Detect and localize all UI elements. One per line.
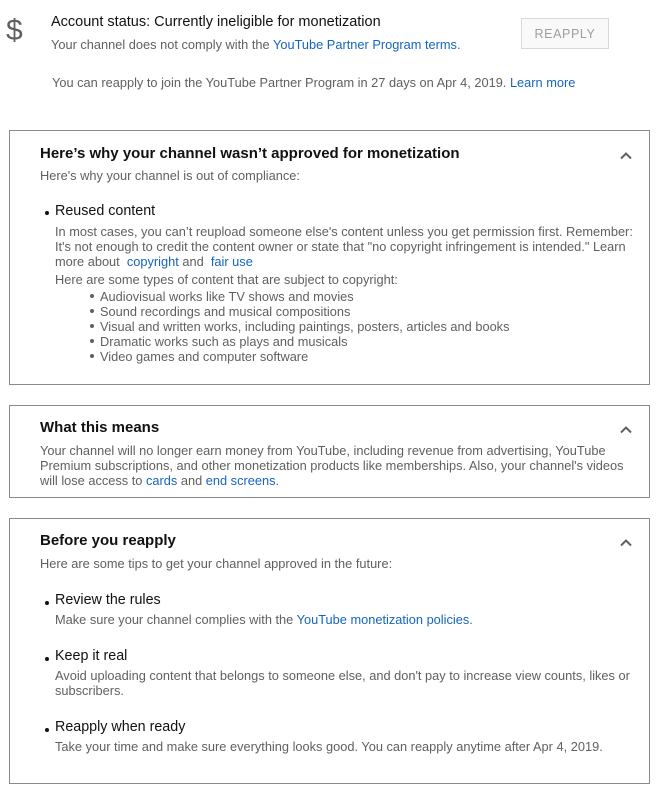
collapse-chevron-up-icon[interactable] xyxy=(617,534,635,552)
why-not-approved-card xyxy=(9,130,650,385)
and-text: and xyxy=(182,254,204,269)
list-item: Sound recordings and musical compositions xyxy=(100,304,351,319)
period: . xyxy=(469,612,473,627)
means-line-2: Premium subscriptions, and other monetization products like memberships. Also, your channel's videos xyxy=(40,458,624,473)
card-title-before: Before you reapply xyxy=(40,532,176,549)
reused-content-paragraph xyxy=(55,224,633,269)
status-sub-period: . xyxy=(456,37,461,52)
and-text: and xyxy=(180,473,203,488)
means-paragraph xyxy=(40,443,624,488)
account-status-subtitle xyxy=(51,37,461,52)
bullet-dot xyxy=(45,601,49,605)
list-item: Audiovisual works like TV shows and movies xyxy=(100,289,354,304)
bullet-dot xyxy=(45,211,49,215)
card-title-means: What this means xyxy=(40,419,160,436)
means-line-3-text: will lose access to xyxy=(40,473,143,488)
card-subtitle-before: Here are some tips to get your channel approved in the future: xyxy=(40,556,393,571)
para-line-3 xyxy=(55,254,633,269)
means-line-3 xyxy=(40,473,624,488)
tip-line-2: subscribers. xyxy=(55,683,124,698)
reapply-note-text: You can reapply to join the YouTube Partner Program in 27 days on Apr 4, 2019. xyxy=(52,75,507,90)
reused-content-title: Reused content xyxy=(55,203,156,219)
sub-bullet-dot xyxy=(90,309,94,313)
monetization-policies-link[interactable]: YouTube monetization policies xyxy=(296,612,470,627)
sub-bullet-dot xyxy=(90,324,94,328)
tip-text-prefix: Make sure your channel complies with the xyxy=(55,612,294,627)
tip-title: Keep it real xyxy=(55,648,128,664)
sub-bullet-dot xyxy=(90,339,94,343)
fair-use-link[interactable]: fair use xyxy=(210,254,253,269)
collapse-chevron-up-icon[interactable] xyxy=(617,421,635,439)
list-item: Visual and written works, including paintings, posters, articles and books xyxy=(100,319,510,334)
dollar-icon: $ xyxy=(6,14,23,47)
bullet-dot xyxy=(45,657,49,661)
what-this-means-card xyxy=(9,405,650,498)
cards-link[interactable]: cards xyxy=(145,473,178,488)
reapply-note xyxy=(52,75,575,90)
para-line-2: It's not enough to credit the content owner or state that "no copyright infringement is intended." Learn xyxy=(55,239,626,254)
account-status-title: Account status: Currently ineligible for monetization xyxy=(51,14,381,30)
card-subtitle-why: Here's why your channel is out of compliance: xyxy=(40,168,300,183)
content-types-intro: Here are some types of content that are subject to copyright: xyxy=(55,272,398,287)
list-item: Dramatic works such as plays and musicals xyxy=(100,334,348,349)
period: . xyxy=(275,473,280,488)
tip-text: Take your time and make sure everything looks good. You can reapply anytime after Apr 4, 2019. xyxy=(55,739,603,754)
tip-line-1: Avoid uploading content that belongs to someone else, and don't pay to increase view counts, likes or xyxy=(55,668,630,683)
collapse-chevron-up-icon[interactable] xyxy=(617,147,635,165)
partner-program-terms-link[interactable]: YouTube Partner Program terms xyxy=(272,37,457,52)
tip-text xyxy=(55,668,630,698)
list-item: Video games and computer software xyxy=(100,349,309,364)
before-you-reapply-card xyxy=(9,518,650,784)
reapply-button[interactable]: REAPPLY xyxy=(521,18,609,49)
para-line-3-text: more about xyxy=(55,254,120,269)
tip-title: Review the rules xyxy=(55,592,161,608)
tip-text xyxy=(55,612,473,627)
status-sub-text: Your channel does not comply with the xyxy=(51,37,270,52)
sub-bullet-dot xyxy=(90,354,94,358)
end-screens-link[interactable]: end screens xyxy=(205,473,276,488)
bullet-dot xyxy=(45,728,49,732)
tip-title: Reapply when ready xyxy=(55,719,186,735)
means-line-1: Your channel will no longer earn money from YouTube, including revenue from advertising, YouTube xyxy=(40,443,606,458)
copyright-link[interactable]: copyright xyxy=(126,254,179,269)
learn-more-link[interactable]: Learn more xyxy=(509,75,576,90)
para-line-1: In most cases, you can’t reupload someone else's content unless you get permission first. Remember: xyxy=(55,224,633,239)
card-title-why: Here’s why your channel wasn’t approved for monetization xyxy=(40,145,460,162)
sub-bullet-dot xyxy=(90,294,94,298)
